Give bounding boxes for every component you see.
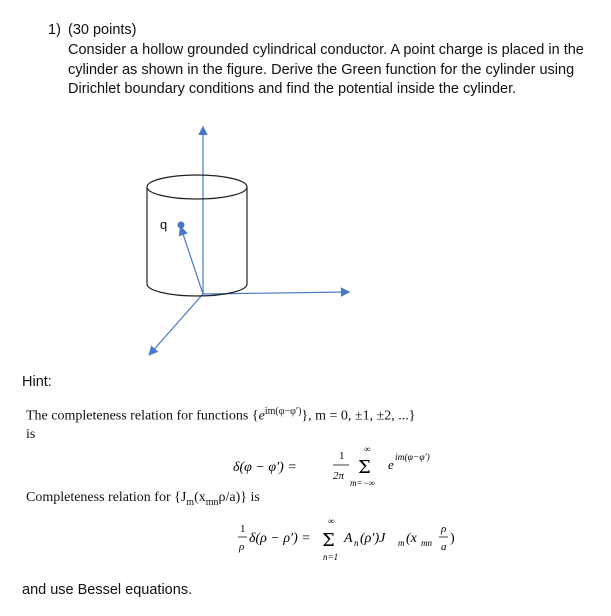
hint-label: Hint: bbox=[22, 374, 52, 390]
svg-text:e: e bbox=[388, 457, 394, 472]
svg-text:(ρ′)J: (ρ′)J bbox=[360, 531, 386, 546]
svg-text:m: m bbox=[398, 538, 405, 548]
relation2-sub: m bbox=[186, 496, 195, 508]
svg-text:): ) bbox=[450, 531, 455, 546]
svg-text:∞: ∞ bbox=[364, 444, 371, 454]
svg-text:mn: mn bbox=[421, 538, 432, 548]
relation2-rest: (x bbox=[194, 490, 206, 505]
relation1-prefix: The completeness relation for functions { bbox=[26, 408, 259, 424]
svg-text:∞: ∞ bbox=[328, 516, 335, 526]
svg-text:(x: (x bbox=[406, 531, 417, 546]
question-points: (30 points) bbox=[68, 22, 137, 38]
relation2-sub2: mn bbox=[205, 496, 219, 508]
question-line: Consider a hollow grounded cylindrical conductor. A point charge is placed in the bbox=[68, 42, 584, 58]
relation1-is: is bbox=[26, 427, 36, 442]
relation2-text: Completeness relation for {J bbox=[26, 490, 187, 505]
question-line: Dirichlet boundary conditions and find the potential inside the cylinder. bbox=[68, 81, 517, 97]
svg-text:a: a bbox=[441, 541, 447, 553]
relation2-tail: ρ/a)} is bbox=[218, 490, 260, 505]
svg-text:n: n bbox=[354, 538, 359, 548]
svg-text:1: 1 bbox=[240, 523, 246, 535]
question-number: 1) bbox=[48, 22, 61, 38]
svg-text:n=1: n=1 bbox=[323, 552, 339, 562]
svg-text:Σ: Σ bbox=[322, 530, 335, 551]
svg-text:δ(φ − φ′) =: δ(φ − φ′) = bbox=[233, 460, 297, 475]
question-line: cylinder as shown in the figure. Derive the Green function for the cylinder using bbox=[68, 61, 575, 78]
svg-text:Σ: Σ bbox=[358, 457, 371, 478]
svg-text:ρ: ρ bbox=[239, 541, 245, 553]
relation1-exp: im(φ−φ′) bbox=[264, 406, 302, 417]
svg-text:im(φ−φ′): im(φ−φ′) bbox=[395, 453, 430, 463]
relation1-mid: }, m = 0, ±1, ±2, ...} bbox=[301, 408, 416, 424]
relation1-func: e bbox=[258, 408, 265, 424]
charge-label: q bbox=[160, 217, 168, 232]
svg-text:2π: 2π bbox=[333, 470, 345, 482]
svg-text:A: A bbox=[344, 531, 353, 546]
svg-text:δ(ρ − ρ′) =: δ(ρ − ρ′) = bbox=[249, 531, 311, 546]
footer-text: and use Bessel equations. bbox=[22, 582, 193, 598]
svg-text:1: 1 bbox=[339, 450, 345, 462]
svg-text:ρ: ρ bbox=[441, 523, 447, 535]
svg-text:m=−∞: m=−∞ bbox=[350, 478, 376, 488]
